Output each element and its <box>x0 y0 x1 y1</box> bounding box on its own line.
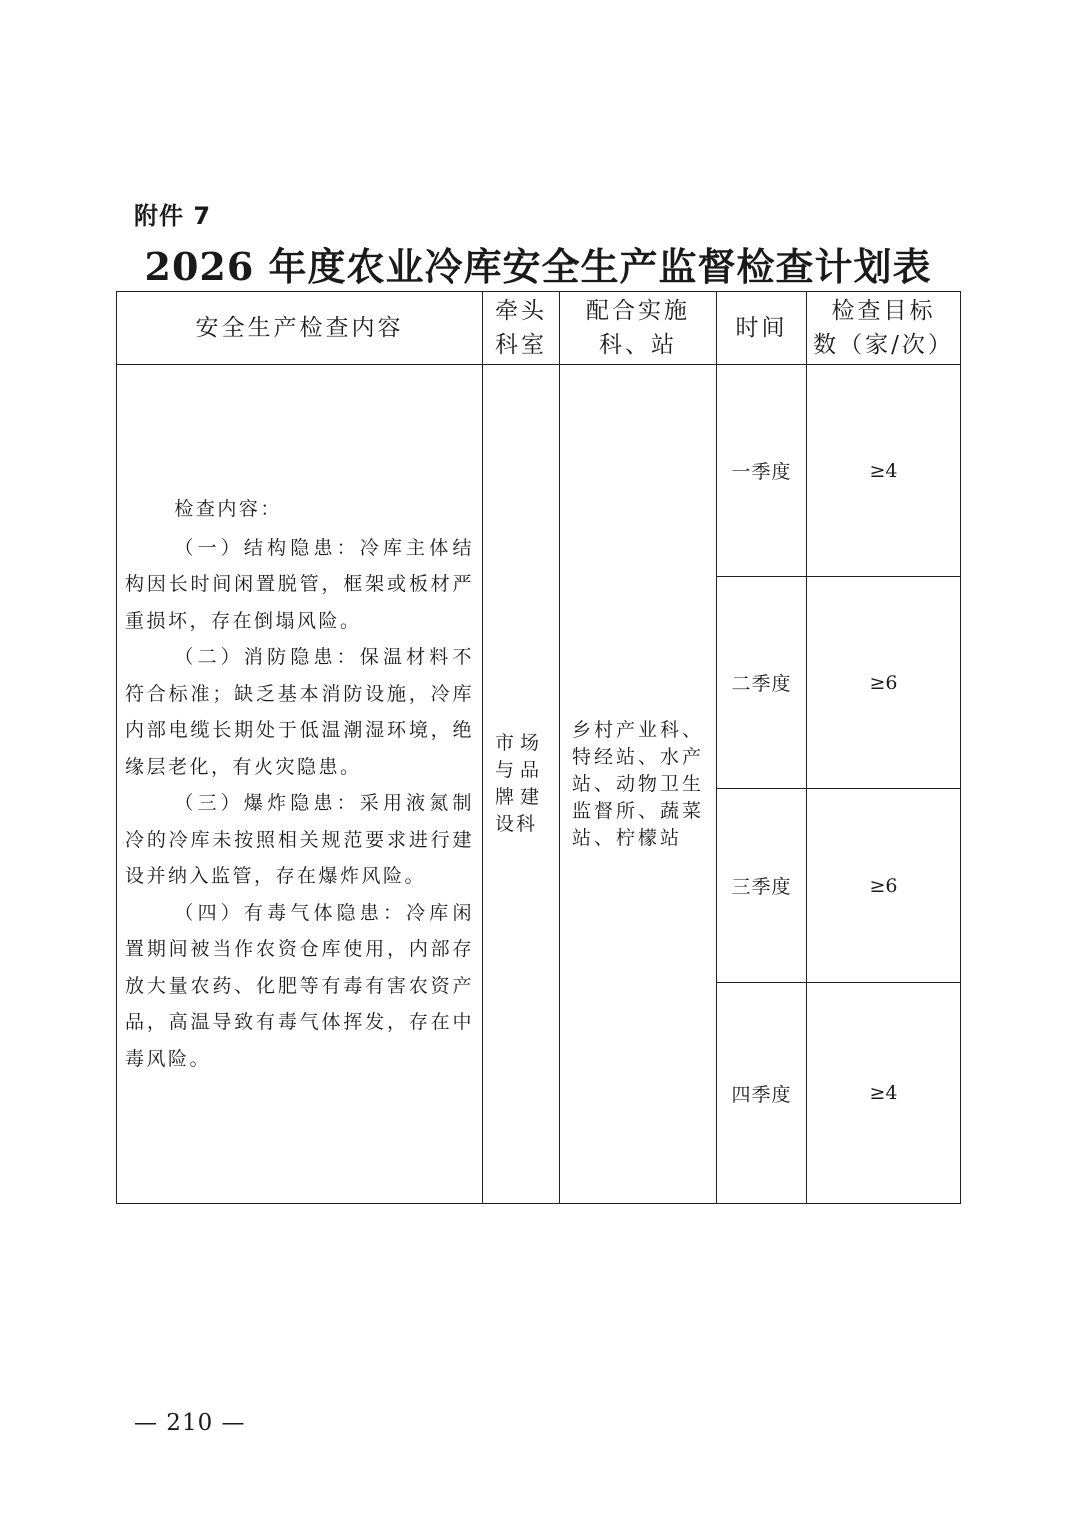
lead-dept-line-4: 设科 <box>495 813 538 835</box>
lead-char: 市 <box>495 732 517 754</box>
lead-dept-line-3 <box>495 784 541 811</box>
quarter-cell: 三季度 <box>717 789 807 983</box>
lead-dept-cell <box>483 365 560 1204</box>
header-row <box>117 292 961 365</box>
header-content <box>117 292 483 365</box>
inspection-plan-table <box>116 291 961 1204</box>
header-time-label: 时间 <box>735 315 788 341</box>
header-lead-line2: 科室 <box>495 332 547 358</box>
header-content-label: 安全生产检查内容 <box>195 315 404 341</box>
content-heading: 检查内容： <box>174 498 282 520</box>
lead-char: 牌 <box>495 786 517 808</box>
quarter-cell: 四季度 <box>717 983 807 1204</box>
table-row <box>117 365 961 577</box>
lead-char: 建 <box>519 786 541 808</box>
page-number: — 210 — <box>134 1410 246 1436</box>
attachment-label: 附件 7 <box>134 202 212 230</box>
content-cell <box>117 365 483 1204</box>
lead-dept-line-2 <box>495 757 541 784</box>
header-target-line2: 数（家/次） <box>813 332 954 358</box>
header-target <box>807 292 961 365</box>
target-cell: ≥4 <box>807 365 961 577</box>
lead-char: 场 <box>519 732 541 754</box>
lead-dept-line-1 <box>495 730 541 757</box>
lead-char: 品 <box>519 759 541 781</box>
header-lead-line1: 牵头 <box>495 298 547 324</box>
coop-depts-text: 乡村产业科、特经站、水产站、动物卫生监督所、蔬菜站、柠檬站 <box>572 718 705 849</box>
header-coop-line1: 配合实施 <box>586 298 690 324</box>
content-block <box>125 491 474 1077</box>
header-coop-line2: 科、站 <box>599 332 677 358</box>
header-target-line1: 检查目标 <box>831 298 936 324</box>
header-coop-dept <box>560 292 717 365</box>
quarter-cell: 二季度 <box>717 577 807 789</box>
coop-depts-cell <box>560 365 717 1204</box>
content-item-2: （二）消防隐患：保温材料不符合标准；缺乏基本消防设施，冷库内部电缆长期处于低温潮湿环境，绝缘层老化，有火灾隐患。 <box>125 646 474 778</box>
header-lead-dept <box>483 292 560 365</box>
page-title: 2026 年度农业冷库安全生产监督检查计划表 <box>144 244 932 289</box>
target-cell: ≥6 <box>807 577 961 789</box>
lead-char: 与 <box>495 759 517 781</box>
content-item-3: （三）爆炸隐患：采用液氮制冷的冷库未按照相关规范要求进行建设并纳入监管，存在爆炸风险。 <box>125 792 474 887</box>
quarter-cell: 一季度 <box>717 365 807 577</box>
content-item-4: （四）有毒气体隐患：冷库闲置期间被当作农资仓库使用，内部存放大量农药、化肥等有毒有害农资产品，高温导致有毒气体挥发，存在中毒风险。 <box>125 901 474 1070</box>
target-cell: ≥4 <box>807 983 961 1204</box>
header-time <box>717 292 807 365</box>
target-cell: ≥6 <box>807 789 961 983</box>
content-item-1: （一）结构隐患：冷库主体结构因长时间闲置脱管，框架或板材严重损坏，存在倒塌风险。 <box>125 536 474 632</box>
